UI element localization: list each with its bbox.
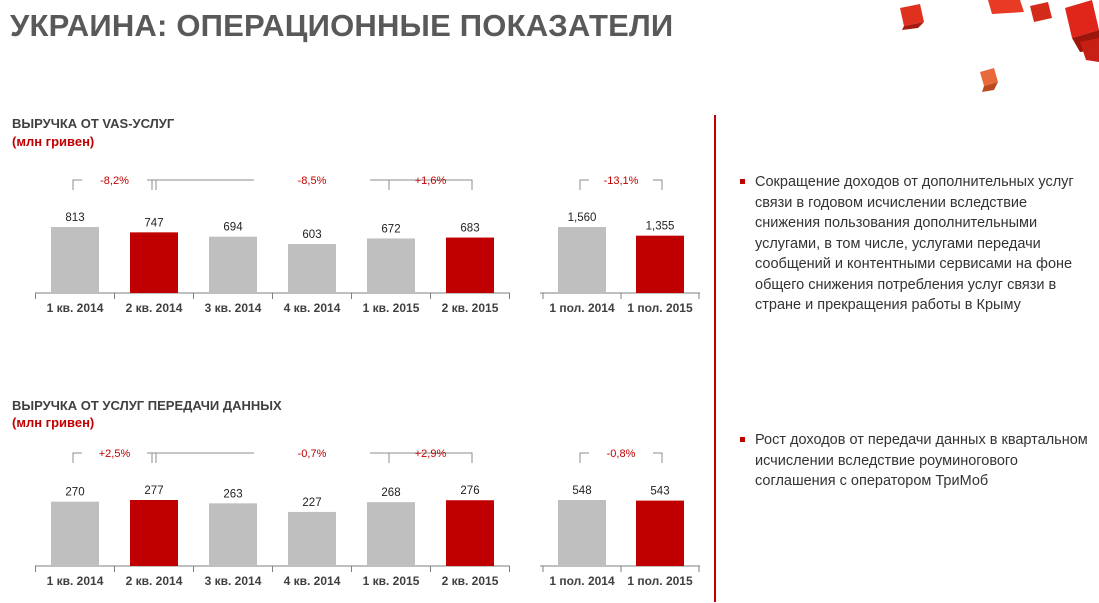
- page-title: УКРАИНА: ОПЕРАЦИОННЫЕ ПОКАЗАТЕЛИ: [10, 8, 674, 43]
- category-label: 4 кв. 2014: [283, 574, 341, 588]
- bar-value-label: 277: [144, 485, 164, 497]
- category-label: 2 кв. 2015: [441, 301, 499, 315]
- category-label: 3 кв. 2014: [204, 574, 262, 588]
- bracket-left: [580, 180, 589, 190]
- bar-value-label: 1,560: [567, 212, 597, 224]
- bar-value-label: 1,355: [645, 220, 675, 233]
- vas-section-unit: (млн гривен): [12, 134, 95, 149]
- data-section-title: ВЫРУЧКА ОТ УСЛУГ ПЕРЕДАЧИ ДАННЫХ: [12, 398, 282, 413]
- category-label: 1 пол. 2014: [549, 574, 615, 588]
- bar: [636, 501, 684, 566]
- category-label: 2 кв. 2015: [441, 574, 499, 588]
- category-label: 1 пол. 2015: [627, 574, 693, 588]
- data-halfyear-chart: [0, 433, 700, 603]
- bar-value-label: 672: [381, 223, 401, 236]
- category-label: 1 кв. 2014: [46, 301, 104, 315]
- category-label: 3 кв. 2014: [204, 301, 262, 315]
- category-label: 1 кв. 2015: [362, 301, 420, 315]
- bar-value-label: 227: [302, 496, 322, 509]
- bar-value-label: 276: [460, 485, 480, 498]
- vertical-divider: [714, 115, 716, 602]
- bracket-right: [653, 453, 662, 463]
- bullet-data: [740, 430, 1095, 492]
- data-section-unit: (млн гривен): [12, 415, 95, 430]
- category-label: 1 пол. 2015: [627, 301, 693, 315]
- category-label: 2 кв. 2014: [125, 574, 183, 588]
- bar-value-label: 603: [302, 229, 322, 242]
- bracket-right: [653, 180, 662, 190]
- vas-halfyear-chart: [0, 160, 700, 330]
- bar: [558, 227, 606, 293]
- bar-value-label: 263: [223, 488, 243, 501]
- growth-label: -0,8%: [606, 448, 636, 460]
- category-label: 2 кв. 2014: [125, 301, 183, 315]
- category-label: 4 кв. 2014: [283, 301, 341, 315]
- category-label: 1 пол. 2014: [549, 301, 615, 315]
- growth-label: -13,1%: [603, 175, 639, 187]
- growth-label: +2,5%: [98, 448, 131, 460]
- vas-section-title: ВЫРУЧКА ОТ VAS-УСЛУГ: [12, 116, 175, 131]
- bar-value-label: 683: [460, 222, 480, 235]
- bar: [558, 500, 606, 566]
- bar-value-label: 270: [65, 486, 85, 499]
- bracket-left: [580, 453, 589, 463]
- bullet-vas: [740, 172, 1095, 316]
- growth-label: +2,9%: [414, 448, 447, 460]
- bullet-marker: [740, 179, 745, 184]
- bullet-data-text: Рост доходов от передачи данных в квартальном исчислении вследствие роуминогового соглашения с оператором ТриМоб: [755, 432, 1088, 489]
- category-label: 1 кв. 2015: [362, 574, 420, 588]
- category-label: 1 кв. 2014: [46, 574, 104, 588]
- growth-label: -0,7%: [297, 448, 327, 460]
- growth-label: -8,5%: [297, 175, 327, 187]
- bar-value-label: 543: [650, 485, 670, 498]
- growth-label: -8,2%: [100, 175, 129, 187]
- bullet-marker: [740, 437, 745, 442]
- growth-label: +1,6%: [414, 175, 447, 187]
- bar-value-label: 694: [223, 221, 243, 234]
- bar-value-label: 813: [65, 212, 85, 224]
- bullet-vas-text: Сокращение доходов от дополнительных услуг связи в годовом исчислении вследствие снижения пользования дополнительными услугами, в том числе, услугами передачи сообщений и контентными сервисами на фоне общего снижения потребления услуг связи в стране и прекращения работы в Крыму: [755, 174, 1074, 313]
- bar: [636, 236, 684, 293]
- bar-value-label: 747: [144, 217, 164, 230]
- bar-value-label: 268: [381, 487, 401, 500]
- bar-value-label: 548: [572, 485, 592, 497]
- decorative-cubes-graphic: [880, 0, 1099, 100]
